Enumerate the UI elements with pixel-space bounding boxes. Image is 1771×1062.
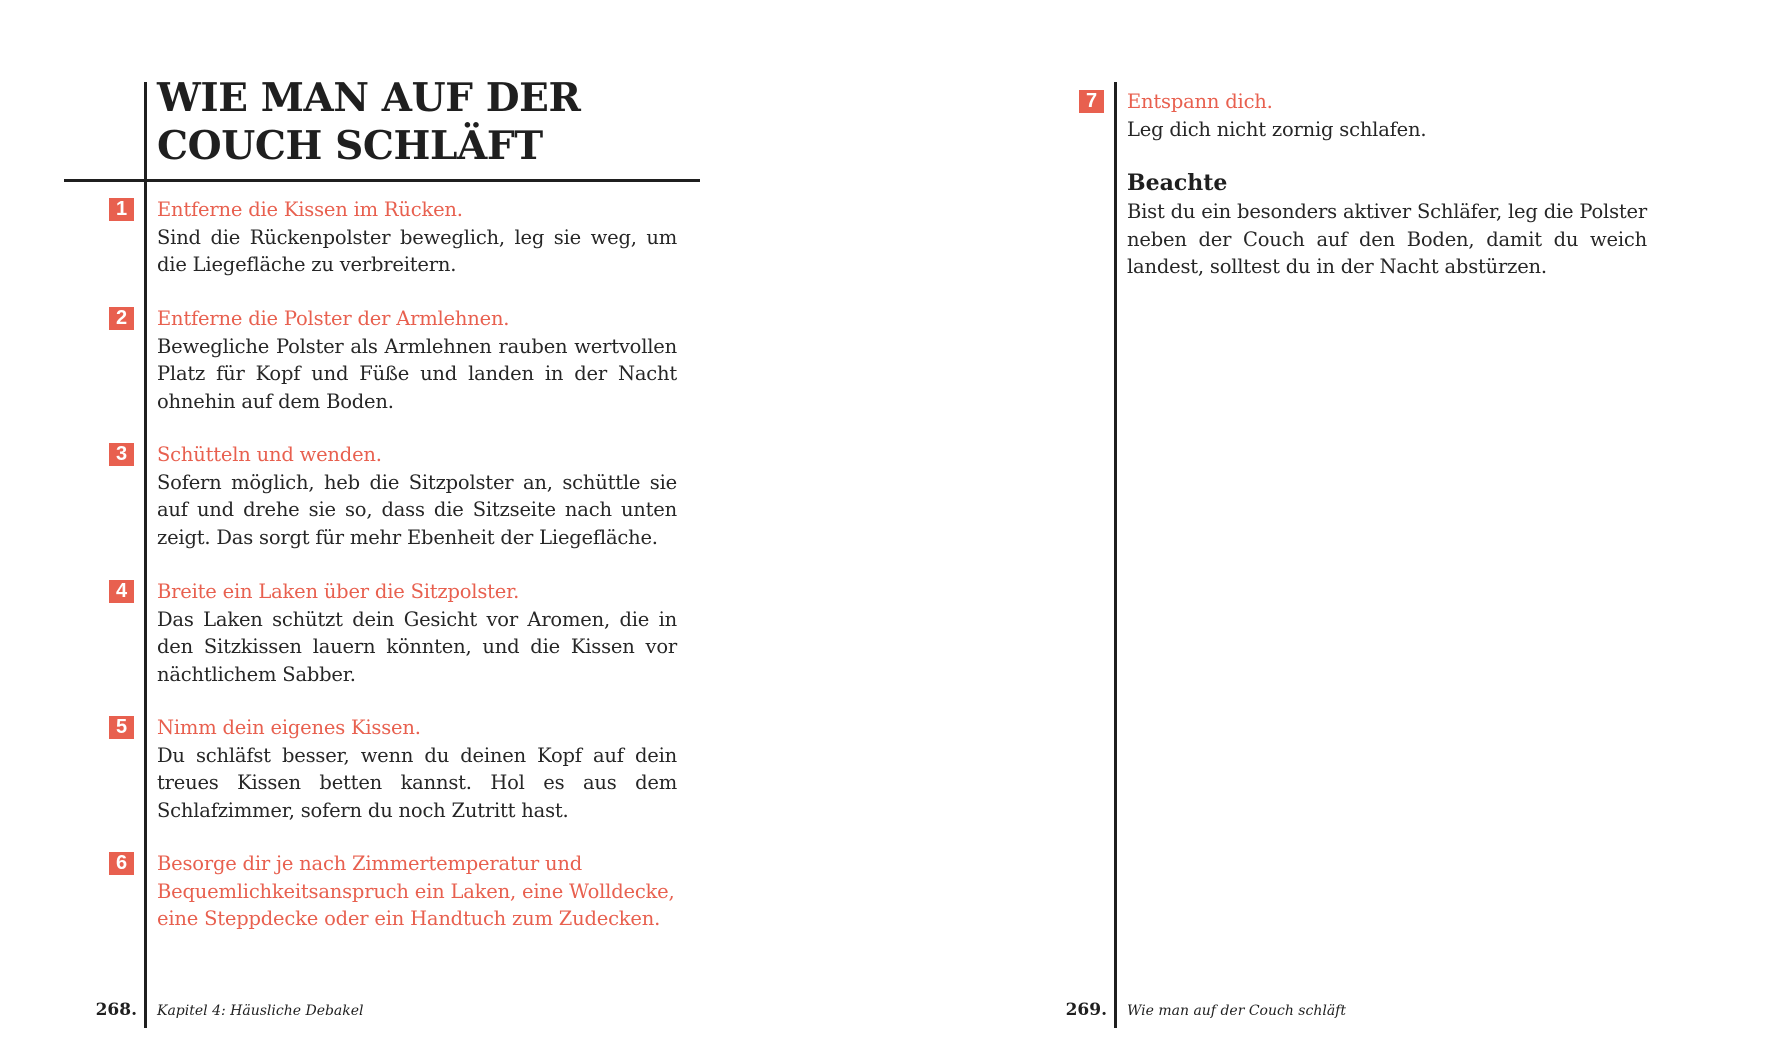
step-body: Du schläfst besser, wenn du deinen Kopf auf dein treues Kissen betten kannst. Hol es aus dem Schlafzimmer, sofern du noch Zutritt hast. (157, 743, 677, 822)
step-body: Bewegliche Polster als Armlehnen rauben wertvollen Platz für Kopf und Füße und landen in der Nacht ohnehin auf dem Boden. (157, 334, 677, 413)
step-1 (115, 196, 677, 279)
running-head: Kapitel 4: Häusliche Debakel (157, 1003, 364, 1019)
page-title-line-2: COUCH SCHLÄFT (157, 123, 543, 169)
step-title: Besorge dir je nach Zimmertemperatur und Bequemlichkeitsanspruch ein Laken, eine Wolldecke, eine Steppdecke oder ein Handtuch zum Zudecken. (157, 852, 675, 930)
note-box (1127, 168, 1647, 281)
step-number-badge: 7 (1079, 90, 1104, 113)
step-number-badge: 6 (109, 852, 134, 875)
title-underline-rule (64, 179, 700, 182)
page-title (157, 74, 717, 170)
step-number-badge: 5 (109, 716, 134, 739)
step-body: Das Laken schützt dein Gesicht vor Aromen, die in den Sitzkissen lauern könnten, und die Kissen vor nächtlichem Sabber. (157, 607, 677, 686)
page-number: 268. (95, 1000, 137, 1020)
step-number-badge: 4 (109, 580, 134, 603)
running-head: Wie man auf der Couch schläft (1127, 1003, 1346, 1019)
step-title: Entferne die Kissen im Rücken. (157, 198, 463, 221)
step-7 (1085, 88, 1647, 143)
step-6 (115, 850, 677, 933)
step-title: Entspann dich. (1127, 90, 1273, 113)
page-number: 269. (1065, 1000, 1107, 1020)
right-page-vertical-rule (1114, 82, 1117, 1028)
left-page-vertical-rule (144, 82, 147, 1028)
note-body: Bist du ein besonders aktiver Schläfer, leg die Polster neben der Couch auf den Boden, damit du weich landest, solltest du in der Nacht abstürzen. (1127, 200, 1647, 278)
step-body: Sofern möglich, heb die Sitzpolster an, schüttle sie auf und drehe sie so, dass die Sitzseite nach unten zeigt. Das sorgt für mehr Ebenheit der Liegefläche. (157, 470, 677, 549)
step-body: Leg dich nicht zornig schlafen. (1127, 117, 1427, 141)
step-title: Breite ein Laken über die Sitzpolster. (157, 580, 520, 603)
step-title: Nimm dein eigenes Kissen. (157, 716, 421, 739)
page-title-line-1: WIE MAN AUF DER (157, 75, 581, 121)
note-heading: Beachte (1127, 170, 1228, 196)
step-body: Sind die Rückenpolster beweglich, leg sie weg, um die Liegefläche zu verbreitern. (157, 225, 677, 276)
step-4 (115, 578, 677, 688)
step-3 (115, 441, 677, 551)
step-title: Schütteln und wenden. (157, 443, 382, 466)
step-5 (115, 714, 677, 824)
step-number-badge: 3 (109, 443, 134, 466)
step-number-badge: 2 (109, 307, 134, 330)
step-2 (115, 305, 677, 415)
step-title: Entferne die Polster der Armlehnen. (157, 307, 510, 330)
step-number-badge: 1 (109, 198, 134, 221)
